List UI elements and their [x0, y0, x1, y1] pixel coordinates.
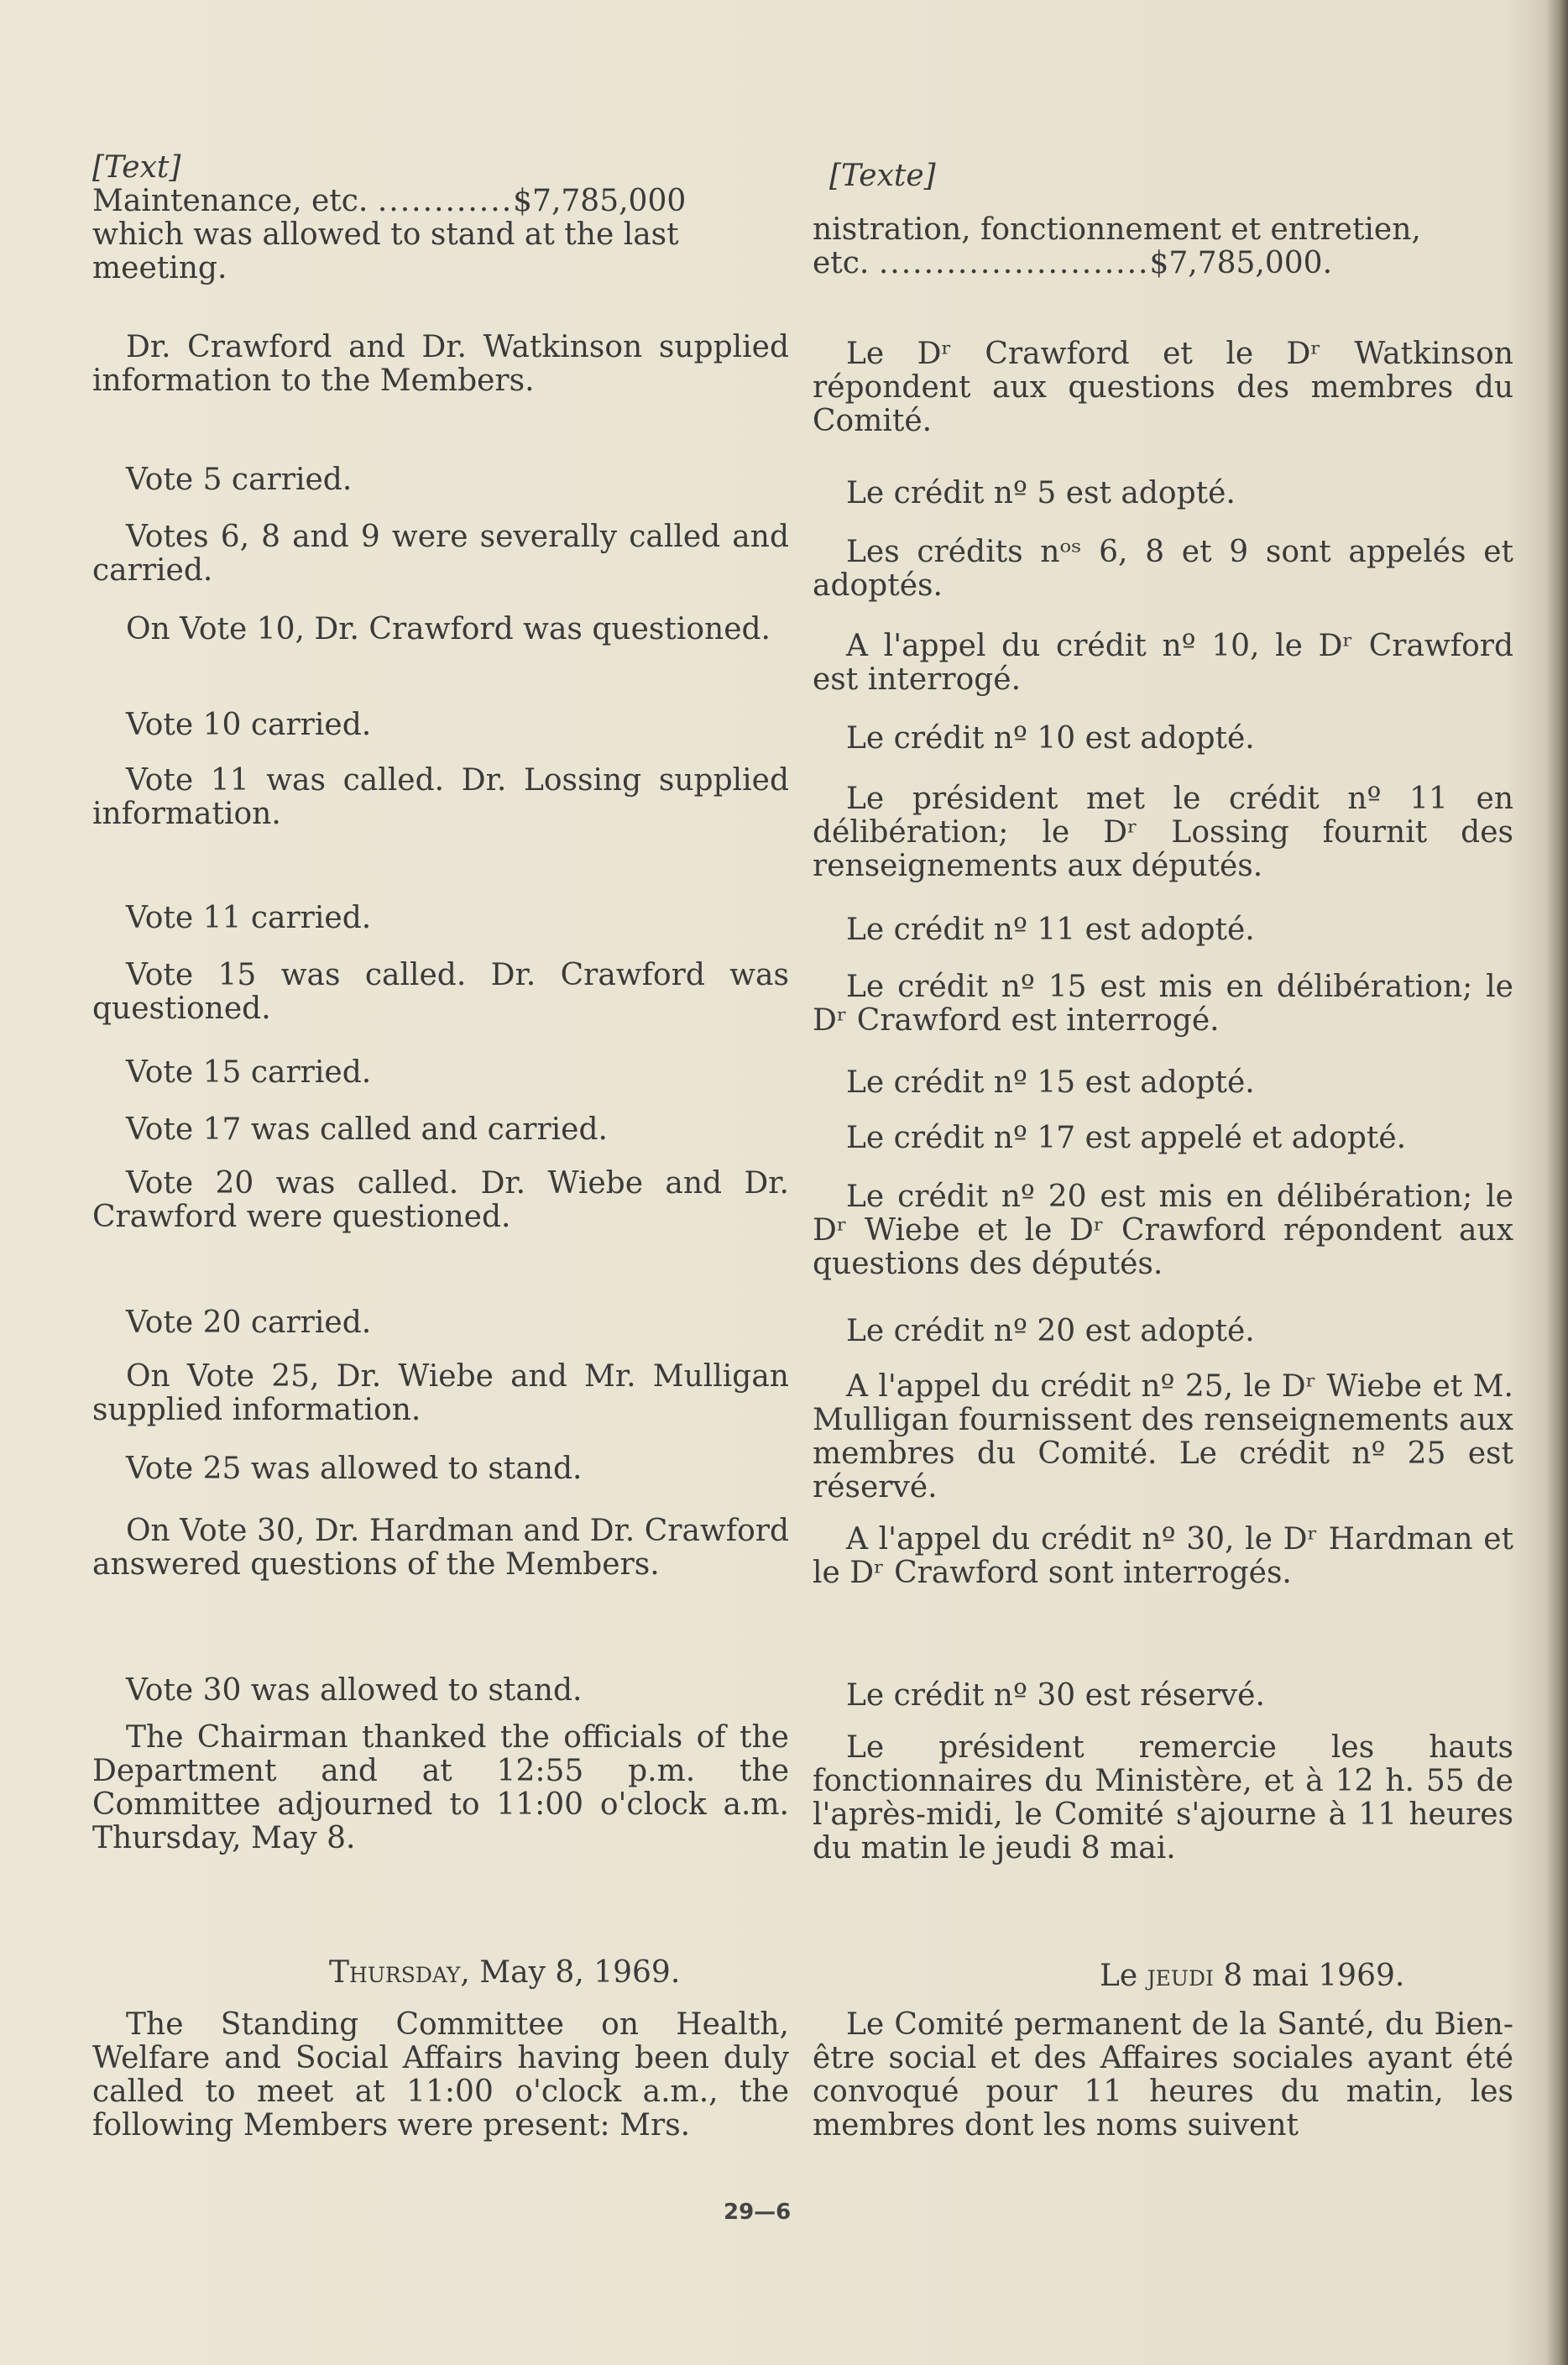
paragraph: Le crédit nº 5 est adopté. — [846, 476, 1236, 510]
paragraph: Vote 20 was called. Dr. Wiebe and Dr. Crawford were questioned. — [92, 1166, 789, 1234]
paragraph: Vote 25 was allowed to stand. — [126, 1452, 583, 1486]
paragraph: On Vote 30, Dr. Hardman and Dr. Crawford answered questions of the Members. — [92, 1514, 789, 1582]
paragraph: Votes 6, 8 and 9 were severally called and carried. — [92, 520, 789, 588]
paragraph: Vote 10 carried. — [126, 708, 372, 742]
paragraph: Le crédit nº 10 est adopté. — [846, 721, 1255, 756]
text-label: [Texte] — [829, 159, 936, 193]
paragraph: Le Dʳ Crawford et le Dʳ Watkinson répondent aux questions des membres du Comité. — [813, 337, 1513, 438]
date-heading: Le jeudi 8 mai 1969. — [1100, 1959, 1405, 1993]
page-folio: 29—6 — [724, 2200, 792, 2225]
paragraph: On Vote 10, Dr. Crawford was questioned. — [126, 612, 771, 646]
paragraph: A l'appel du crédit nº 25, le Dʳ Wiebe et M. Mulligan fournissent des renseignements aux membres du Comité. Le crédit nº 25 est réservé. — [813, 1369, 1513, 1504]
paragraph: Les crédits nᵒˢ 6, 8 et 9 sont appelés et adoptés. — [813, 535, 1513, 603]
paragraph: Le crédit nº 20 est adopté. — [846, 1314, 1255, 1348]
paragraph: Le crédit nº 15 est adopté. — [846, 1065, 1255, 1100]
paragraph: Le crédit nº 11 est adopté. — [846, 913, 1255, 947]
paragraph: Vote 11 was called. Dr. Lossing supplied information. — [92, 763, 789, 831]
paragraph: Vote 30 was allowed to stand. — [126, 1673, 583, 1708]
paragraph: Le Comité permanent de la Santé, du Bien-être social et des Affaires sociales ayant été convoqué pour 11 heures du matin, les membres dont les noms suivent — [813, 2007, 1513, 2143]
paragraph: Le crédit nº 30 est réservé. — [846, 1678, 1265, 1713]
paragraph: On Vote 25, Dr. Wiebe and Mr. Mulligan supplied information. — [92, 1359, 789, 1427]
page-edge — [1546, 0, 1568, 2365]
paragraph: The Standing Committee on Health, Welfare and Social Affairs having been duly called to meet at 11:00 o'clock a.m., the following Members were present: Mrs. — [92, 2007, 789, 2143]
paragraph: Vote 15 was called. Dr. Crawford was questioned. — [92, 958, 789, 1026]
paragraph: Le président remercie les hauts fonctionnaires du Ministère, et à 12 h. 55 de l'après-midi, le Comité s'ajourne à 11 heures du matin le jeudi 8 mai. — [813, 1730, 1513, 1865]
paragraph: Dr. Crawford and Dr. Watkinson supplied information to the Members. — [92, 330, 789, 398]
paragraph: Le crédit nº 20 est mis en délibération; le Dʳ Wiebe et le Dʳ Crawford répondent aux questions des députés. — [813, 1180, 1513, 1281]
paragraph: Le crédit nº 15 est mis en délibération; le Dʳ Crawford est interrogé. — [813, 970, 1513, 1038]
paragraph: Le crédit nº 17 est appelé et adopté. — [846, 1121, 1407, 1155]
paragraph: Vote 20 carried. — [126, 1305, 372, 1340]
date-heading: Thursday, May 8, 1969. — [329, 1955, 681, 1990]
paragraph: Vote 15 carried. — [126, 1055, 372, 1090]
paragraph: Vote 11 carried. — [126, 901, 372, 935]
paragraph: Vote 5 carried. — [126, 463, 353, 497]
paragraph: A l'appel du crédit nº 10, le Dʳ Crawford est interrogé. — [813, 629, 1513, 697]
paragraph-maintenance: Maintenance, etc. ............$7,785,000 which was allowed to stand at the last meeting. — [92, 184, 687, 285]
text-label: [Text] — [92, 150, 181, 185]
paragraph: The Chairman thanked the officials of the Department and at 12:55 p.m. the Committee adjourned to 11:00 o'clock a.m. Thursday, May 8. — [92, 1720, 789, 1855]
paragraph: A l'appel du crédit nº 30, le Dʳ Hardman et le Dʳ Crawford sont interrogés. — [813, 1522, 1513, 1590]
paragraph: Vote 17 was called and carried. — [126, 1112, 608, 1147]
paragraph-maintenance: nistration, fonctionnement et entretien, etc. ........................$7,785,000. — [813, 212, 1421, 280]
paragraph: Le président met le crédit nº 11 en délibération; le Dʳ Lossing fournit des renseignements aux députés. — [813, 782, 1513, 883]
